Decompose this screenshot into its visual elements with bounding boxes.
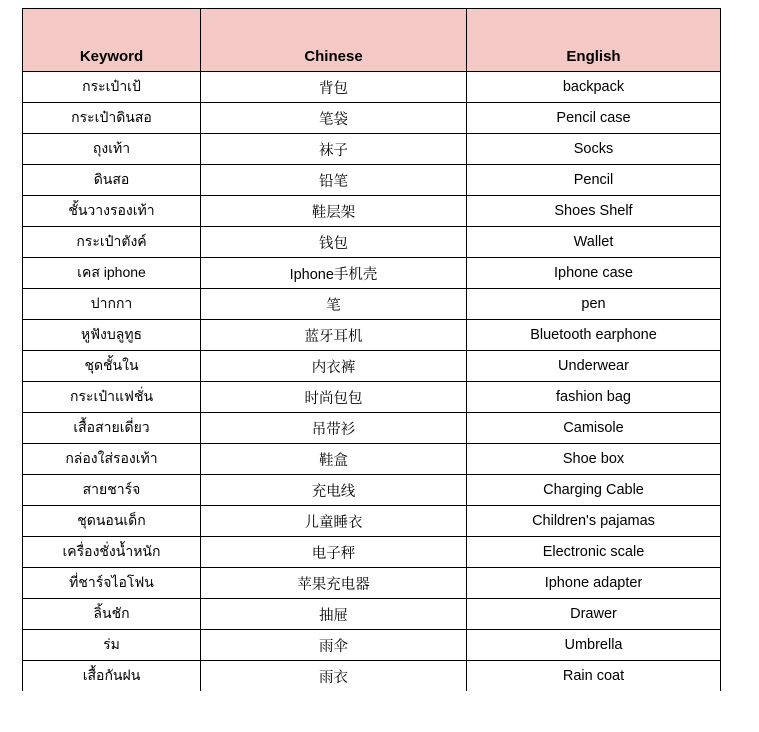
cell-keyword: กระเป๋าดินสอ — [23, 103, 201, 134]
table-row — [23, 382, 721, 413]
cell-english: pen — [467, 289, 721, 320]
cell-chinese: Iphone手机壳 — [201, 258, 467, 289]
cell-keyword: ปากกา — [23, 289, 201, 320]
table-row — [23, 103, 721, 134]
header-chinese: Chinese — [201, 9, 467, 72]
cell-english: Camisole — [467, 413, 721, 444]
table-row — [23, 227, 721, 258]
table-row — [23, 351, 721, 382]
header-english: English — [467, 9, 721, 72]
table-row — [23, 196, 721, 227]
header-keyword: Keyword — [23, 9, 201, 72]
cell-keyword: ที่ชาร์จไอโฟน — [23, 568, 201, 599]
cell-english: backpack — [467, 72, 721, 103]
table-row — [23, 475, 721, 506]
table-row — [23, 537, 721, 568]
table-row — [23, 134, 721, 165]
cell-keyword: สายชาร์จ — [23, 475, 201, 506]
cell-english: Wallet — [467, 227, 721, 258]
cell-english: Charging Cable — [467, 475, 721, 506]
table-row — [23, 506, 721, 537]
cell-english: Shoe box — [467, 444, 721, 475]
cell-keyword: เคส iphone — [23, 258, 201, 289]
cell-keyword: ลิ้นชัก — [23, 599, 201, 630]
cell-keyword: กระเป๋าตังค์ — [23, 227, 201, 258]
cell-chinese: 充电线 — [201, 475, 467, 506]
cell-keyword: กระเป๋าเป้ — [23, 72, 201, 103]
cell-keyword: ร่ม — [23, 630, 201, 661]
cell-keyword: ถุงเท้า — [23, 134, 201, 165]
cell-chinese: 雨伞 — [201, 630, 467, 661]
table-row — [23, 444, 721, 475]
cell-english: Underwear — [467, 351, 721, 382]
cell-keyword: กระเป๋าแฟชั่น — [23, 382, 201, 413]
table-row — [23, 320, 721, 351]
cell-chinese: 鞋盒 — [201, 444, 467, 475]
cell-chinese: 电子秤 — [201, 537, 467, 568]
table-row — [23, 568, 721, 599]
cell-english: Shoes Shelf — [467, 196, 721, 227]
cell-chinese: 袜子 — [201, 134, 467, 165]
table-row — [23, 72, 721, 103]
cell-keyword: ชุดชั้นใน — [23, 351, 201, 382]
cell-chinese: 笔袋 — [201, 103, 467, 134]
cell-keyword: กล่องใส่รองเท้า — [23, 444, 201, 475]
cell-chinese: 儿童睡衣 — [201, 506, 467, 537]
cell-keyword: หูฟังบลูทูธ — [23, 320, 201, 351]
table-body — [23, 72, 721, 692]
keyword-table — [22, 8, 721, 691]
cell-chinese: 笔 — [201, 289, 467, 320]
cell-keyword: เสื้อกันฝน — [23, 661, 201, 692]
cell-chinese: 时尚包包 — [201, 382, 467, 413]
cell-english: fashion bag — [467, 382, 721, 413]
cell-chinese: 钱包 — [201, 227, 467, 258]
cell-english: Socks — [467, 134, 721, 165]
cell-chinese: 苹果充电器 — [201, 568, 467, 599]
table-row — [23, 599, 721, 630]
cell-keyword: เครื่องชั่งน้ำหนัก — [23, 537, 201, 568]
table-row — [23, 413, 721, 444]
cell-english: Umbrella — [467, 630, 721, 661]
cell-chinese: 雨衣 — [201, 661, 467, 692]
cell-chinese: 蓝牙耳机 — [201, 320, 467, 351]
cell-keyword: เสื้อสายเดี่ยว — [23, 413, 201, 444]
table-row — [23, 258, 721, 289]
table-header — [23, 9, 721, 72]
table-row — [23, 630, 721, 661]
cell-english: Rain coat — [467, 661, 721, 692]
cell-english: Pencil case — [467, 103, 721, 134]
cell-chinese: 抽屉 — [201, 599, 467, 630]
cell-english: Pencil — [467, 165, 721, 196]
cell-english: Bluetooth earphone — [467, 320, 721, 351]
cell-chinese: 内衣裤 — [201, 351, 467, 382]
cell-keyword: ชุดนอนเด็ก — [23, 506, 201, 537]
cell-english: Children's pajamas — [467, 506, 721, 537]
cell-chinese: 鞋层架 — [201, 196, 467, 227]
table-row — [23, 661, 721, 692]
cell-english: Electronic scale — [467, 537, 721, 568]
cell-keyword: ชั้นวางรองเท้า — [23, 196, 201, 227]
cell-chinese: 吊带衫 — [201, 413, 467, 444]
cell-chinese: 背包 — [201, 72, 467, 103]
cell-english: Drawer — [467, 599, 721, 630]
table-row — [23, 165, 721, 196]
cell-english: Iphone case — [467, 258, 721, 289]
cell-keyword: ดินสอ — [23, 165, 201, 196]
cell-english: Iphone adapter — [467, 568, 721, 599]
header-row — [23, 9, 721, 72]
cell-chinese: 铅笔 — [201, 165, 467, 196]
table-row — [23, 289, 721, 320]
